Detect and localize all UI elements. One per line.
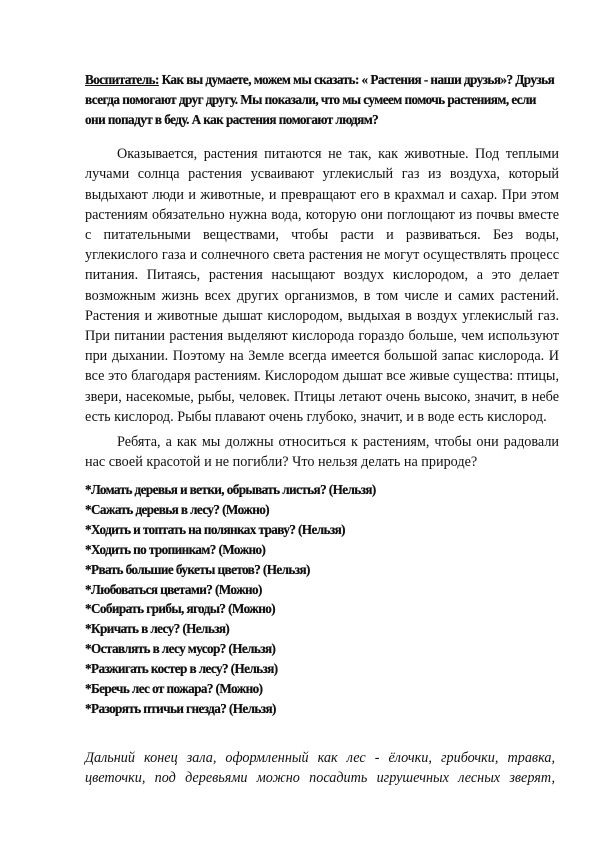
paragraph-question-to-children: Ребята, а как мы должны относиться к растениям, чтобы они радовали нас своей красотой и не погибли? Что нельзя делать на природе? — [85, 434, 559, 471]
stage-direction: Дальний конец зала, оформленный как лес - ёлочки, грибочки, травка, цветочки, под деревьями можно посадить игрушечных лесных зверят, — [85, 750, 555, 787]
list-item: *Кричать в лесу? (Нельзя) — [85, 621, 230, 637]
intro-text: Как вы думаете, можем мы сказать: « Растения - наши друзья»? Друзья всегда помогают друг другу. Мы показали, что мы сумеем помочь растениям, если они попадут в беду. А как растения помогают людям? — [85, 72, 555, 128]
list-item: *Сажать деревья в лесу? (Можно) — [85, 501, 269, 517]
list-item: *Оставлять в лесу мусор? (Нельзя) — [85, 641, 276, 657]
list-item: *Ломать деревья и ветки, обрывать листья? (Нельзя) — [85, 482, 376, 497]
list-item: *Ходить по тропинкам? (Можно) — [85, 541, 266, 557]
list-item: *Беречь лес от пожара? (Можно) — [85, 681, 263, 697]
list-item: *Любоваться цветами? (Можно) — [85, 581, 262, 597]
nature-rules-list — [85, 480, 555, 719]
paragraph-plants-nutrition: Оказывается, растения питаются не так, как животные. Под теплыми лучами солнца растения усваивают углекислый газ из воздуха, который выдыхают люди и животные, и превращают его в крахмал и сахар. При этом растениям обязательно нужна вода, которую они поглощают из почвы вместе с питательными веществами, чтобы расти и развиваться. Без воды, углекислого газа и солнечного света растения не могут осуществлять процесс питания. Питаясь, растения насыщают воздух кислородом, а это делает возможным жизнь всех других организмов, в том числе и самих растений. Растения и животные дышат кислородом, выдыхая в воздух углекислый газ. При питании растения выделяют кислорода гораздо больше, чем используют при дыхании. Поэтому на Земле всегда имеется большой запас кислорода. И все это благодаря растениям. Кислородом дышат все живые существа: птицы, звери, насекомые, рыбы, человек. Птицы летают очень высоко, значит, в небе есть кислород. Рыбы плавают очень глубоко, значит, и в воде есть кислород. — [85, 146, 559, 425]
list-item: *Собирать грибы, ягоды? (Можно) — [85, 601, 275, 617]
speaker-label: Воспитатель: — [85, 72, 159, 88]
teacher-intro — [85, 70, 555, 130]
list-item: *Рвать большие букеты цветов? (Нельзя) — [85, 561, 310, 577]
list-item: *Ходить и топтать на полянках траву? (Нельзя) — [85, 521, 345, 537]
list-item: *Разорять птичьи гнезда? (Нельзя) — [85, 700, 276, 716]
list-item: *Разжигать костер в лесу? (Нельзя) — [85, 661, 278, 677]
